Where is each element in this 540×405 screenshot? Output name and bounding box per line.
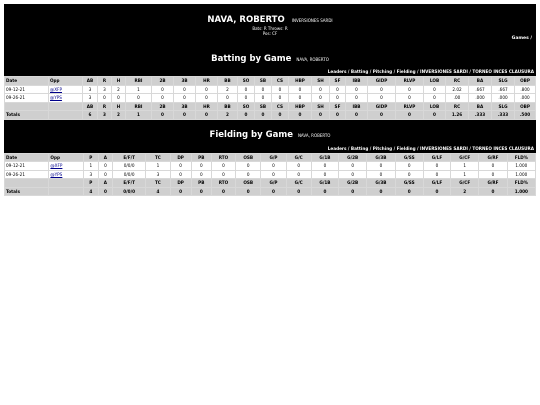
- column-header: RLVP: [396, 102, 424, 111]
- column-header: LOB: [424, 102, 446, 111]
- stat-cell: .333: [469, 111, 492, 120]
- column-header: 3B: [174, 102, 196, 111]
- opponent-link[interactable]: @XFP: [50, 86, 62, 92]
- column-header: SF: [330, 102, 346, 111]
- stat-cell: 0: [311, 170, 338, 179]
- opponent-cell: [49, 162, 83, 171]
- stat-cell: 0: [368, 111, 396, 120]
- stat-cell: 3: [98, 85, 112, 94]
- stat-cell: 0: [396, 111, 424, 120]
- column-header: OSB: [236, 179, 261, 188]
- stat-cell: 0: [367, 187, 395, 196]
- stat-cell: 0: [272, 111, 289, 120]
- column-header: OBP: [515, 77, 536, 86]
- column-header: Date: [5, 153, 49, 162]
- column-header: FLD%: [507, 153, 535, 162]
- column-header: SH: [312, 102, 330, 111]
- column-header: SLG: [492, 102, 515, 111]
- column-header: H: [112, 77, 126, 86]
- stat-cell: 1.000: [507, 162, 535, 171]
- stat-cell: 0: [272, 85, 289, 94]
- stat-cell: 0: [312, 85, 330, 94]
- column-header: G/CF: [451, 153, 479, 162]
- stat-cell: 0: [238, 85, 255, 94]
- totals-row: [5, 111, 536, 120]
- column-header: G/LF: [423, 179, 450, 188]
- stat-cell: 0: [424, 85, 446, 94]
- column-header: GIDP: [368, 77, 396, 86]
- date-cell: 09-12-21: [5, 162, 49, 171]
- stat-cell: 0: [396, 85, 424, 94]
- column-header: H: [112, 102, 126, 111]
- stat-cell: .667: [492, 85, 515, 94]
- stat-cell: 0: [98, 162, 112, 171]
- column-header: A: [98, 153, 112, 162]
- stat-cell: 3: [98, 111, 112, 120]
- column-header: GIDP: [368, 102, 396, 111]
- stat-cell: 0/0/0: [112, 187, 145, 196]
- column-header: BB: [218, 102, 238, 111]
- stat-cell: 0: [339, 170, 367, 179]
- stat-cell: 0: [424, 94, 446, 103]
- opponent-link[interactable]: @YPS: [50, 95, 62, 101]
- stat-cell: .000: [469, 94, 492, 103]
- stat-cell: 2: [112, 111, 126, 120]
- stat-cell: 0: [255, 111, 272, 120]
- table-row: [5, 94, 536, 103]
- stat-cell: 0: [211, 187, 235, 196]
- stat-cell: 0: [346, 94, 368, 103]
- stat-cell: 0: [339, 162, 367, 171]
- fielding-table: [4, 153, 536, 197]
- column-header: LOB: [424, 77, 446, 86]
- stat-cell: 1.000: [507, 170, 535, 179]
- table-row: [5, 162, 536, 171]
- stat-cell: 0: [424, 111, 446, 120]
- column-header: [5, 102, 49, 111]
- stat-cell: 0: [236, 170, 261, 179]
- stat-cell: 0: [191, 162, 211, 171]
- stat-cell: 0: [112, 94, 126, 103]
- column-header: G/P: [261, 153, 286, 162]
- date-cell: 09-26-21: [5, 94, 49, 103]
- column-header: SF: [330, 77, 346, 86]
- stat-cell: 2: [112, 85, 126, 94]
- date-cell: 09-12-21: [5, 85, 49, 94]
- stat-cell: 0: [479, 187, 507, 196]
- column-header: CS: [272, 77, 289, 86]
- stat-cell: 6: [83, 111, 98, 120]
- fielding-title: Fielding by Game: [209, 129, 293, 140]
- player-position: Pos: CF: [262, 31, 278, 36]
- stat-cell: 1: [83, 162, 98, 171]
- stat-cell: 0: [261, 170, 286, 179]
- stat-cell: 0: [367, 170, 395, 179]
- column-header: RLVP: [396, 77, 424, 86]
- stat-cell: 0: [286, 162, 311, 171]
- stat-cell: 0: [311, 187, 338, 196]
- stat-cell: 0: [170, 187, 191, 196]
- stat-cell: 1: [451, 162, 479, 171]
- stat-cell: 0: [196, 94, 218, 103]
- stat-cell: 0: [170, 162, 191, 171]
- stat-cell: 0: [368, 85, 396, 94]
- stat-cell: [49, 187, 83, 196]
- column-header: AB: [83, 77, 98, 86]
- stat-cell: [49, 111, 83, 120]
- stat-cell: 0: [330, 85, 346, 94]
- stat-cell: 0: [395, 162, 423, 171]
- stat-cell: 0: [368, 94, 396, 103]
- column-header: G/SS: [395, 153, 423, 162]
- column-header: SO: [238, 102, 255, 111]
- stat-cell: 0/0/0: [112, 170, 145, 179]
- column-header: G/3B: [367, 153, 395, 162]
- stat-cell: 2: [451, 187, 479, 196]
- section-gap: [4, 120, 536, 127]
- batting-table: [4, 76, 536, 120]
- stat-cell: 0: [98, 187, 112, 196]
- column-header: BA: [469, 77, 492, 86]
- stat-cell: 0: [152, 111, 174, 120]
- column-header: SO: [238, 77, 255, 86]
- column-header: G/C: [286, 153, 311, 162]
- column-header: G/LF: [423, 153, 450, 162]
- stat-cell: 0: [255, 85, 272, 94]
- column-header: IBB: [346, 77, 368, 86]
- column-header: PB: [191, 153, 211, 162]
- stat-cell: 0: [152, 94, 174, 103]
- stat-cell: 1: [451, 170, 479, 179]
- stat-cell: 2: [218, 111, 238, 120]
- player-name: NAVA, ROBERTO: [207, 15, 285, 25]
- column-header: HR: [196, 102, 218, 111]
- stat-cell: 1.000: [507, 187, 535, 196]
- stat-cell: 1: [126, 111, 152, 120]
- stat-cell: 0: [423, 187, 450, 196]
- stat-cell: 0: [289, 85, 312, 94]
- column-header: RBI: [126, 102, 152, 111]
- column-header: TC: [146, 179, 170, 188]
- opponent-link[interactable]: @YPS: [50, 171, 63, 177]
- stat-cell: 0: [261, 162, 286, 171]
- stat-cell: 0: [423, 162, 450, 171]
- stat-cell: 0: [289, 111, 312, 120]
- stat-cell: 1.26: [446, 111, 469, 120]
- column-header: [49, 102, 83, 111]
- stat-cell: 4: [146, 187, 170, 196]
- column-header: Date: [5, 77, 49, 86]
- column-header: A: [98, 179, 112, 188]
- stat-cell: 0: [196, 85, 218, 94]
- fielding-header-row: [5, 153, 536, 162]
- column-header: BB: [218, 77, 238, 86]
- stat-cell: 0: [174, 94, 196, 103]
- column-header: R: [98, 102, 112, 111]
- column-header: [49, 179, 83, 188]
- column-header: HBP: [289, 102, 312, 111]
- stat-cell: 0: [174, 85, 196, 94]
- player-header: [4, 4, 536, 76]
- batting-subtitle: NAVA, ROBERTO: [296, 57, 329, 62]
- stat-cell: 0/0/0: [112, 162, 145, 171]
- stat-cell: 0: [312, 94, 330, 103]
- stat-cell: 0: [236, 187, 261, 196]
- totals-label: Totals: [5, 111, 49, 120]
- column-header: OSB: [236, 153, 261, 162]
- stat-cell: 0: [395, 170, 423, 179]
- stat-cell: 0: [261, 187, 286, 196]
- stat-cell: 0: [98, 94, 112, 103]
- stat-cell: 0: [479, 162, 507, 171]
- fielding-subtitle: NAVA, ROBERTO: [297, 132, 331, 138]
- column-header: HBP: [289, 77, 312, 86]
- stat-cell: 0: [396, 94, 424, 103]
- column-header: G/C: [286, 179, 311, 188]
- stat-cell: 3: [83, 85, 98, 94]
- column-header: SH: [312, 77, 330, 86]
- stat-cell: 0: [286, 170, 311, 179]
- player-team: INVERSIONES SARDI: [291, 18, 333, 23]
- column-header: G/CF: [451, 179, 479, 188]
- stat-cell: 0: [346, 111, 368, 120]
- column-header: RC: [446, 77, 469, 86]
- stat-cell: 0: [311, 162, 338, 171]
- column-header: P: [83, 179, 98, 188]
- stat-cell: 3: [146, 170, 170, 179]
- fielding-nav-links[interactable]: Leaders / Batting / Pitching / Fielding / INVERSIONES SARDI / TORNEO INCES CLAUSURA: [327, 145, 534, 151]
- column-header: G/1B: [311, 179, 338, 188]
- date-cell: 09-26-21: [5, 170, 49, 179]
- stat-cell: 0: [191, 187, 211, 196]
- batting-header-row: [5, 77, 536, 86]
- batting-title: Batting by Game: [211, 54, 292, 64]
- stat-cell: .333: [492, 111, 515, 120]
- column-header: E/F/T: [112, 153, 145, 162]
- opponent-cell: [49, 85, 83, 94]
- column-header: BA: [469, 102, 492, 111]
- column-header: G/1B: [311, 153, 338, 162]
- stat-cell: 0: [346, 85, 368, 94]
- batting-section-title: [4, 52, 536, 67]
- table-row: [5, 170, 536, 179]
- stat-cell: 0: [330, 94, 346, 103]
- bats-throws: Bats: R Throws: R: [252, 26, 288, 31]
- stat-cell: .000: [492, 94, 515, 103]
- repeated-header-row: [5, 102, 536, 111]
- stat-cell: 0: [211, 162, 235, 171]
- stat-cell: 1: [126, 85, 152, 94]
- column-header: SLG: [492, 77, 515, 86]
- column-header: 2B: [152, 102, 174, 111]
- stat-cell: 0: [236, 162, 261, 171]
- stat-cell: .667: [469, 85, 492, 94]
- column-header: SB: [255, 77, 272, 86]
- opponent-cell: [49, 94, 83, 103]
- stat-cell: 0: [272, 94, 289, 103]
- player-info: [4, 4, 536, 34]
- stat-cell: 0: [238, 111, 255, 120]
- stat-cell: 0: [174, 111, 196, 120]
- column-header: G/RF: [479, 179, 507, 188]
- column-header: RTO: [211, 179, 235, 188]
- stat-cell: 0: [312, 111, 330, 120]
- column-header: G/P: [261, 179, 286, 188]
- stat-cell: 2: [218, 85, 238, 94]
- repeated-header-row: [5, 179, 536, 188]
- column-header: SB: [255, 102, 272, 111]
- stat-cell: 0: [330, 111, 346, 120]
- opponent-link[interactable]: @XFP: [50, 163, 63, 169]
- page: [4, 4, 536, 196]
- column-header: G/RF: [479, 153, 507, 162]
- column-header: Opp: [49, 77, 83, 86]
- column-header: G/3B: [367, 179, 395, 188]
- stat-cell: 0: [196, 111, 218, 120]
- table-row: [5, 85, 536, 94]
- fielding-section-title: [4, 127, 536, 144]
- stat-cell: 0: [126, 94, 152, 103]
- column-header: PB: [191, 179, 211, 188]
- stat-cell: 0: [218, 94, 238, 103]
- column-header: RTO: [211, 153, 235, 162]
- column-header: Opp: [49, 153, 83, 162]
- column-header: OBP: [515, 102, 536, 111]
- stat-cell: 0: [339, 187, 367, 196]
- fielding-header: [4, 127, 536, 153]
- opponent-cell: [49, 170, 83, 179]
- column-header: TC: [146, 153, 170, 162]
- column-header: CS: [272, 102, 289, 111]
- column-header: RBI: [126, 77, 152, 86]
- column-header: DP: [170, 179, 191, 188]
- column-header: R: [98, 77, 112, 86]
- column-header: [5, 179, 49, 188]
- column-header: E/F/T: [112, 179, 145, 188]
- column-header: G/2B: [339, 179, 367, 188]
- column-header: 2B: [152, 77, 174, 86]
- column-header: DP: [170, 153, 191, 162]
- column-header: HR: [196, 77, 218, 86]
- stat-cell: .500: [515, 111, 536, 120]
- stat-cell: 0: [255, 94, 272, 103]
- column-header: G/2B: [339, 153, 367, 162]
- stat-cell: 0: [367, 162, 395, 171]
- stat-cell: 0: [238, 94, 255, 103]
- games-link[interactable]: Games /: [511, 36, 532, 41]
- stat-cell: 2.02: [446, 85, 469, 94]
- stat-cell: 0: [289, 94, 312, 103]
- totals-row: [5, 187, 536, 196]
- stat-cell: 0: [152, 85, 174, 94]
- column-header: AB: [83, 102, 98, 111]
- column-header: G/SS: [395, 179, 423, 188]
- batting-nav-links[interactable]: Leaders / Batting / Pitching / Fielding / INVERSIONES SARDI / TORNEO INCES CLAUSURA: [327, 69, 534, 74]
- column-header: FLD%: [507, 179, 535, 188]
- stat-cell: .800: [515, 85, 536, 94]
- stat-cell: 3: [83, 94, 98, 103]
- stat-cell: 0: [286, 187, 311, 196]
- column-header: P: [83, 153, 98, 162]
- stat-cell: .000: [515, 94, 536, 103]
- totals-label: Totals: [5, 187, 49, 196]
- column-header: IBB: [346, 102, 368, 111]
- stat-cell: 0: [211, 170, 235, 179]
- stat-cell: 4: [83, 187, 98, 196]
- stat-cell: 0: [395, 187, 423, 196]
- stat-cell: 0: [170, 170, 191, 179]
- stat-cell: 0: [479, 170, 507, 179]
- stat-cell: .00: [446, 94, 469, 103]
- column-header: 3B: [174, 77, 196, 86]
- stat-cell: 1: [146, 162, 170, 171]
- stat-cell: 0: [423, 170, 450, 179]
- column-header: RC: [446, 102, 469, 111]
- stat-cell: 0: [191, 170, 211, 179]
- stat-cell: 3: [83, 170, 98, 179]
- stat-cell: 0: [98, 170, 112, 179]
